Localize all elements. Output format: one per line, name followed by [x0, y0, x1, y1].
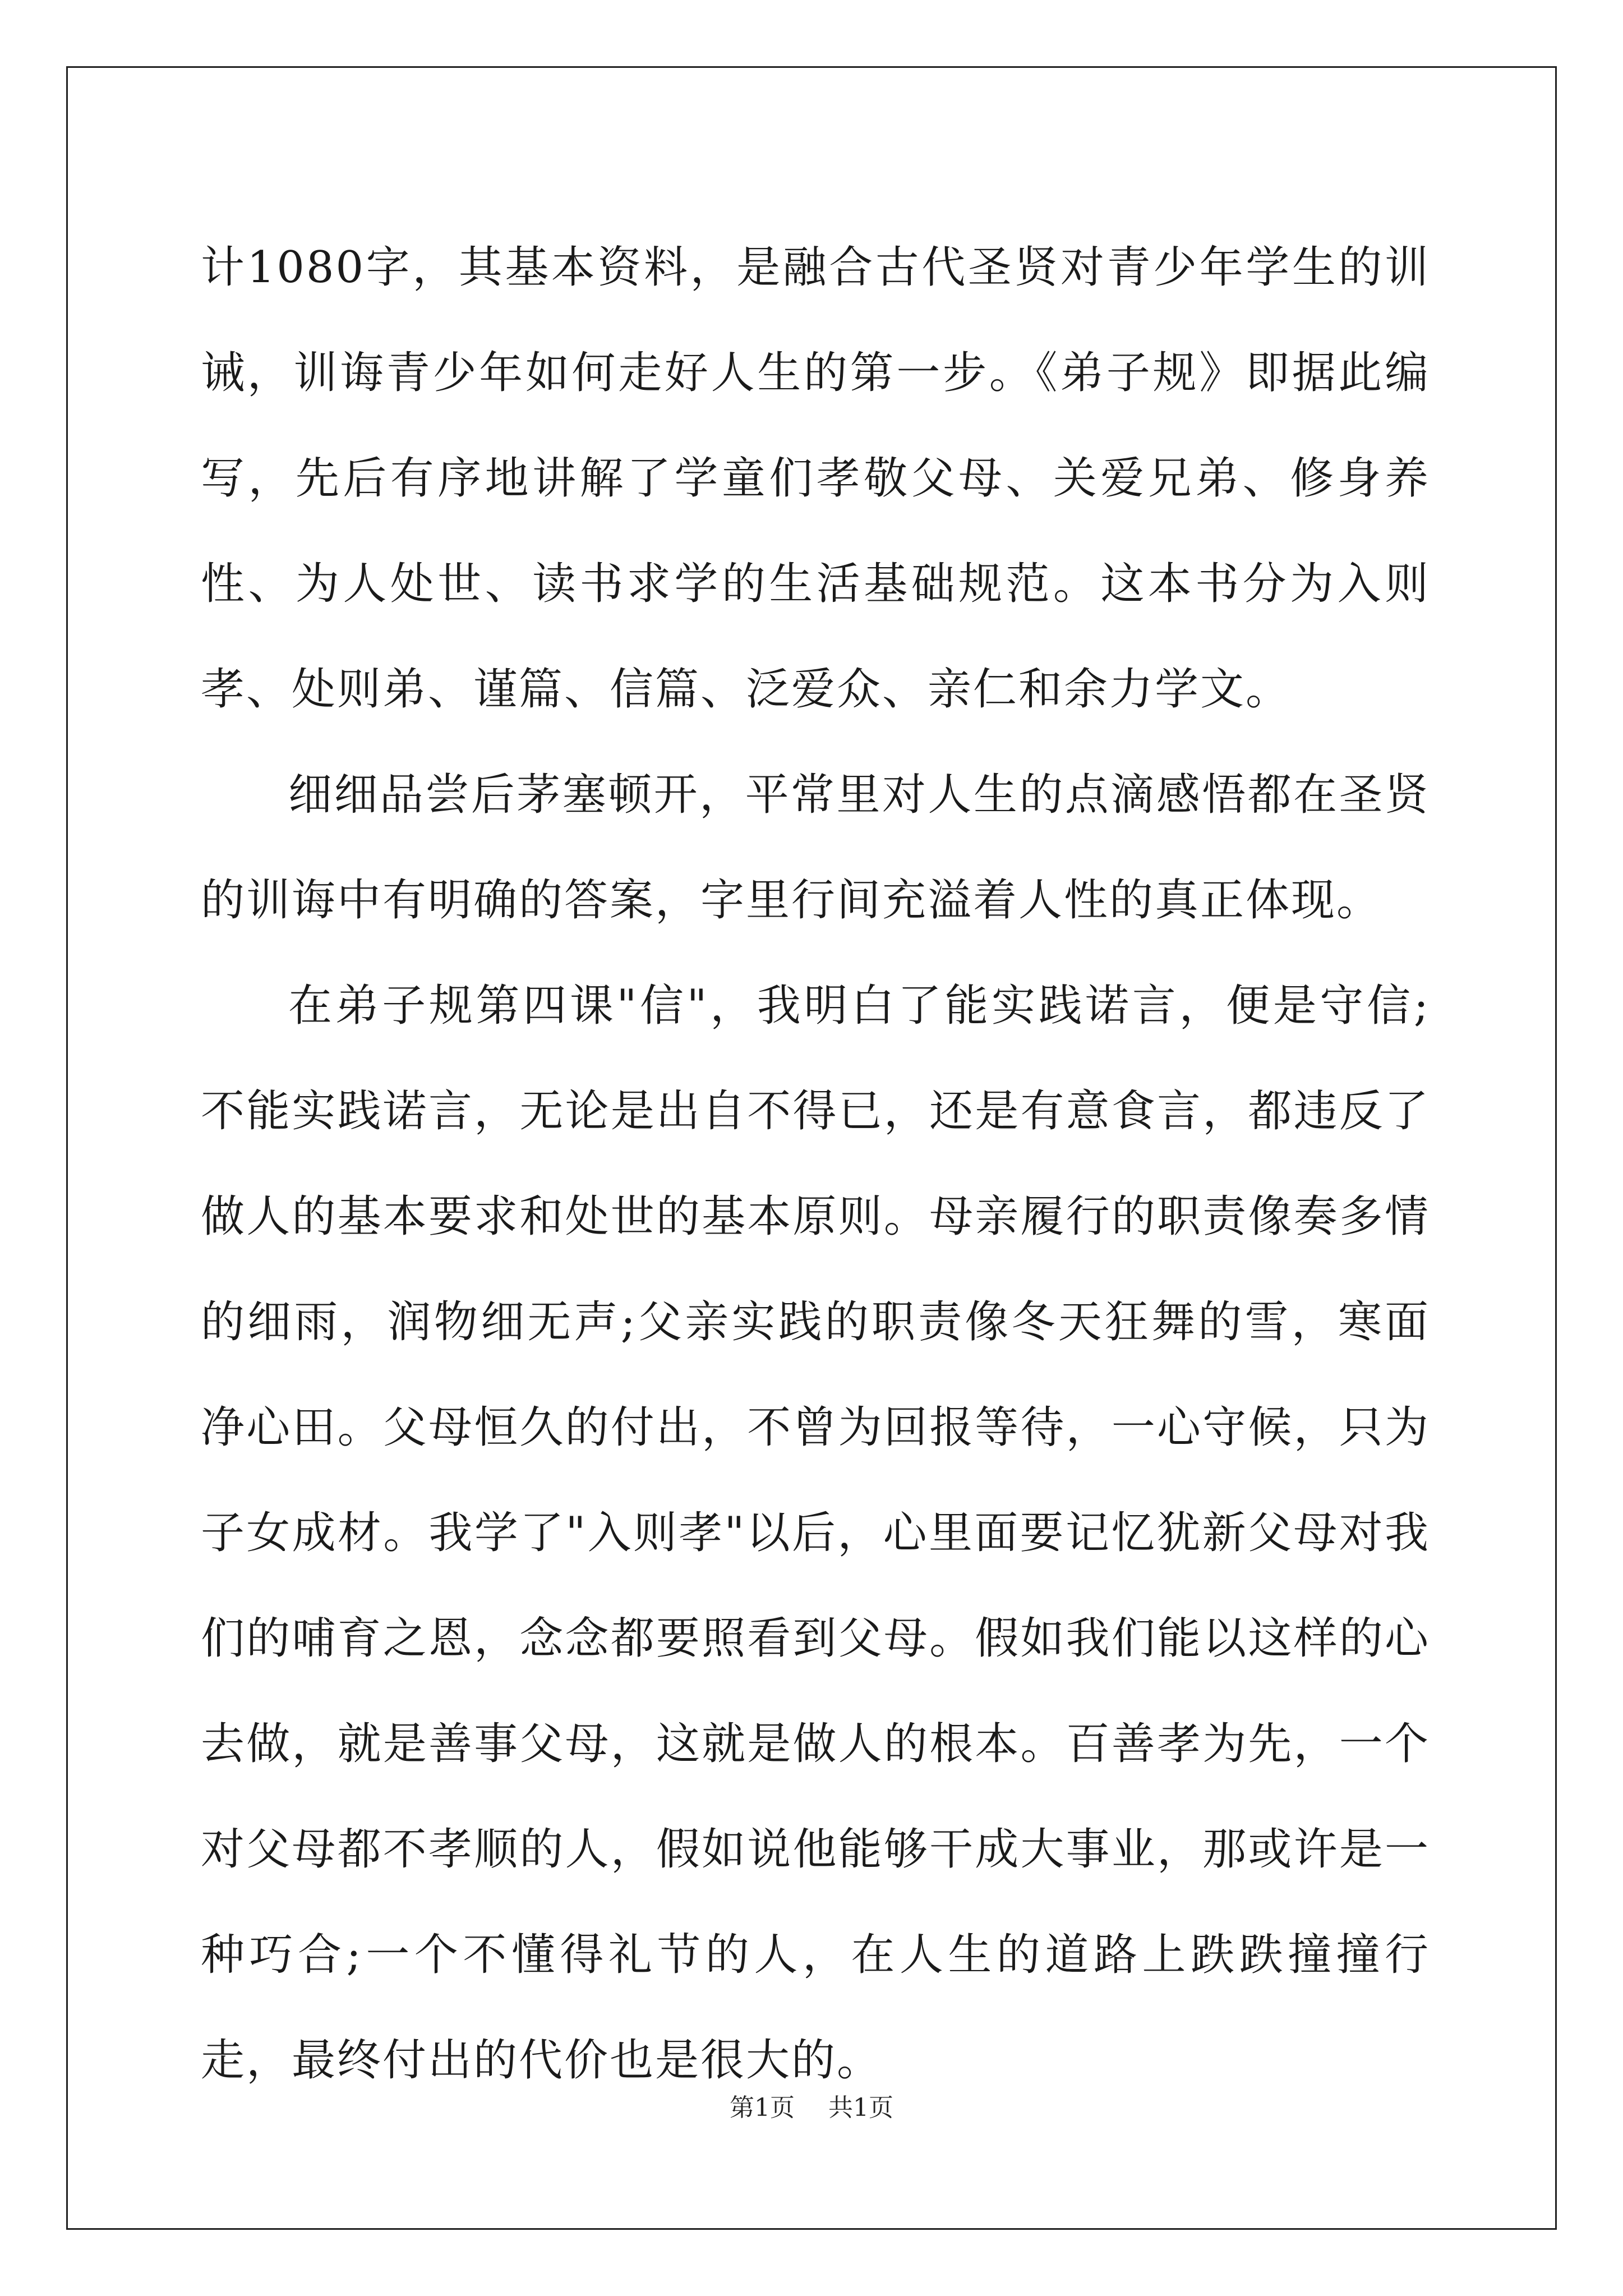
document-body — [201, 215, 1430, 2113]
paragraph-2: 细细品尝后茅塞顿开，平常里对人生的点滴感悟都在圣贤的训诲中有明确的答案，字里行间充溢着人性的真正体现。 — [201, 770, 1430, 926]
page-footer — [0, 2091, 1623, 2125]
paragraph-3: 在弟子规第四课"信"，我明白了能实践诺言，便是守信;不能实践诺言，无论是出自不得已，还是有意食言，都违反了做人的基本要求和处世的基本原则。母亲履行的职责像奏多情的细雨，润物细无声;父亲实践的职责像冬天狂舞的雪，寒面净心田。父母恒久的付出，不曾为回报等待，一心守候，只为子女成材。我学了"入则孝"以后，心里面要记忆犹新父母对我们的哺育之恩，念念都要照看到父母。假如我们能以这样的心去做，就是善事父母，这就是做人的根本。百善孝为先，一个对父母都不孝顺的人，假如说他能够干成大事业，那或许是一种巧合;一个不懂得礼节的人，在人生的道路上跌跌撞撞行走，最终付出的代价也是很大的。 — [201, 981, 1430, 2086]
paragraph-1: 计1080字，其基本资料，是融合古代圣贤对青少年学生的训诫，训诲青少年如何走好人生的第一步。《弟子规》即据此编写，先后有序地讲解了学童们孝敬父母、关爱兄弟、修身养性、为人处世、读书求学的生活基础规范。这本书分为入则孝、处则弟、谨篇、信篇、泛爱众、亲仁和余力学文。 — [201, 242, 1430, 715]
page-total: 共1页 — [828, 2093, 893, 2122]
page-number: 第1页 — [730, 2093, 795, 2122]
